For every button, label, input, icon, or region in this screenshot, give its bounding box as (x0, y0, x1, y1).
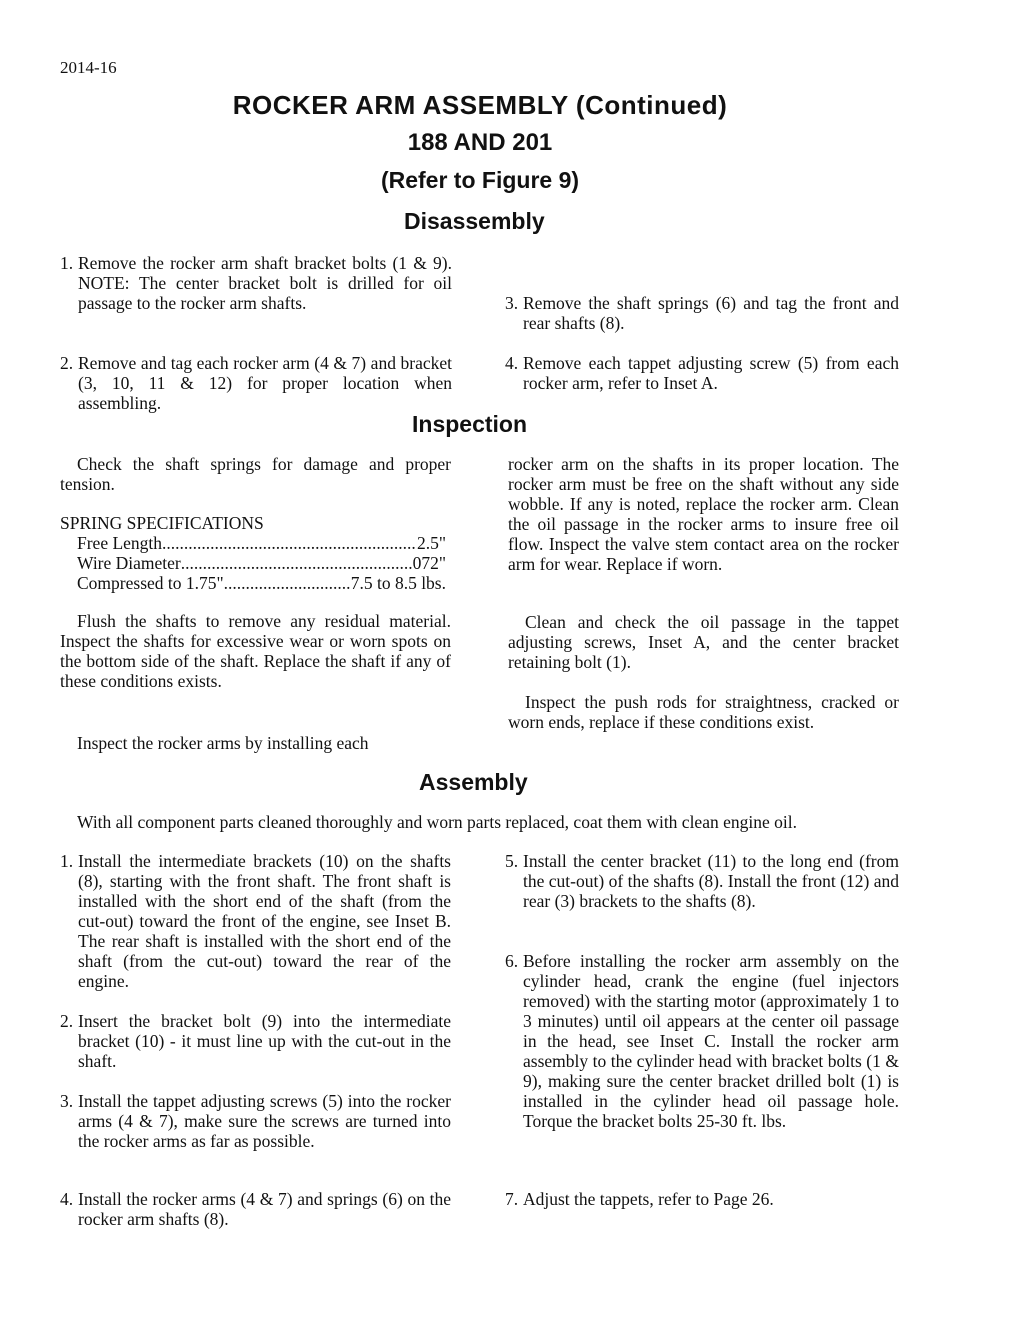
step-text: Install the tappet adjusting screws (5) into the rocker arms (4 & 7), make sure the screws are turned into the rocker arms as far as possible. (78, 1091, 451, 1151)
disassembly-step-1 (60, 253, 452, 313)
assembly-step-1 (60, 851, 451, 991)
spec-label: Free Length (77, 533, 163, 553)
spec-row-wire-diameter (77, 553, 446, 573)
assembly-heading: Assembly (419, 769, 528, 795)
page-number: 2014-16 (60, 58, 117, 77)
step-text: Insert the bracket bolt (9) into the intermediate bracket (10) - it must line up with the cut-out in the shaft. (78, 1011, 451, 1071)
spec-label: Compressed to 1.75" (77, 573, 224, 593)
step-text: Remove and tag each rocker arm (4 & 7) and bracket (3, 10, 11 & 12) for proper location when assembling. (78, 353, 452, 413)
step-text: Remove each tappet adjusting screw (5) from each rocker arm, refer to Inset A. (523, 353, 899, 393)
inspection-push-rods-paragraph: Inspect the push rods for straightness, cracked or worn ends, replace if these conditions exist. (508, 692, 899, 732)
spec-value: .072" (408, 553, 446, 573)
spring-specifications-title: SPRING SPECIFICATIONS (60, 513, 264, 533)
step-text: Install the intermediate brackets (10) on the shafts (8), starting with the front shaft. The front shaft is installed with the short end of the shaft (from the cut-out) toward the front of the engine, see Inset B. The rear shaft is installed with the short end of the shaft (from the cut-out) toward the rear of the engine. (78, 851, 451, 991)
inspection-rocker-arms-paragraph-continued: rocker arm on the shafts in its proper location. The rocker arm must be free on the shaft without any side wobble. If any is noted, replace the rocker arm. Clean the oil passage in the rocker arms to insure free oil flow. Inspect the valve stem contact area on the rocker arm for wear. Replace if worn. (508, 454, 899, 574)
step-number: 4. (60, 1189, 74, 1209)
assembly-step-2 (60, 1011, 451, 1071)
step-text: Remove the rocker arm shaft bracket bolts (1 & 9). NOTE: The center bracket bolt is drilled for oil passage to the rocker arm shafts. (78, 253, 452, 313)
inspection-heading: Inspection (412, 411, 528, 437)
step-text: Before installing the rocker arm assembly on the cylinder head, crank the engine (fuel injectors removed) with the starting motor (approximately 1 to 3 minutes) until oil appears at the center oil passage in the head, see Inset C. Install the rocker arm assembly to the cylinder head with bracket bolts (1 & 9), making sure the center bracket drilled bolt (1) is installed in the cylinder head oil passage hole. Torque the bracket bolts 25-30 ft. lbs. (523, 951, 899, 1131)
step-number: 1. (60, 851, 74, 871)
spring-specifications (60, 513, 446, 593)
step-number: 3. (60, 1091, 74, 1111)
page-subtitle-models: 188 AND 201 (407, 129, 553, 156)
step-number: 7. (505, 1189, 519, 1209)
step-number: 2. (60, 1011, 74, 1031)
spec-leader-dots (162, 533, 417, 553)
inspection-shafts-paragraph: Flush the shafts to remove any residual material. Inspect the shafts for excessive wear or worn spots on the bottom side of the shaft. Replace the shaft if any of these conditions exists. (60, 611, 451, 691)
step-number: 2. (60, 353, 74, 373)
assembly-step-5 (505, 851, 899, 911)
page-subtitle-figure-ref: (Refer to Figure 9) (380, 167, 580, 193)
disassembly-step-3 (505, 293, 899, 333)
inspection-oil-passage-paragraph: Clean and check the oil passage in the tappet adjusting screws, Inset A, and the center bracket retaining bolt (1). (508, 612, 899, 672)
step-text: Install the rocker arms (4 & 7) and springs (6) on the rocker arm shafts (8). (78, 1189, 451, 1229)
spec-row-free-length (77, 533, 446, 553)
disassembly-heading: Disassembly (404, 208, 545, 234)
step-text: Install the center bracket (11) to the long end (from the cut-out) of the shafts (8). Install the front (12) and rear (3) brackets to the shafts (8). (523, 851, 899, 911)
step-number: 4. (505, 353, 519, 373)
step-number: 3. (505, 293, 519, 313)
spec-value: 7.5 to 8.5 lbs. (350, 573, 446, 593)
step-number: 5. (505, 851, 519, 871)
step-number: 1. (60, 253, 74, 273)
inspection-springs-paragraph: Check the shaft springs for damage and proper tension. (60, 454, 451, 494)
assembly-step-4 (60, 1189, 451, 1229)
page-title: ROCKER ARM ASSEMBLY (Continued) (232, 90, 728, 120)
spec-value: 2.5" (416, 533, 446, 553)
spec-row-compressed (77, 573, 446, 593)
assembly-step-3 (60, 1091, 451, 1151)
step-number: 6. (505, 951, 519, 971)
step-text: Adjust the tappets, refer to Page 26. (523, 1189, 774, 1209)
assembly-step-7 (505, 1189, 899, 1209)
disassembly-step-2 (60, 353, 452, 413)
step-text: Remove the shaft springs (6) and tag the front and rear shafts (8). (523, 293, 899, 333)
assembly-intro: With all component parts cleaned thoroughly and worn parts replaced, coat them with clean engine oil. (77, 812, 797, 832)
spec-label: Wire Diameter (77, 553, 181, 573)
inspection-rocker-arms-paragraph-start: Inspect the rocker arms by installing each (77, 733, 369, 753)
assembly-step-6 (505, 951, 899, 1131)
spec-leader-dots (181, 553, 408, 573)
spec-leader-dots (224, 573, 351, 593)
disassembly-step-4 (505, 353, 899, 393)
